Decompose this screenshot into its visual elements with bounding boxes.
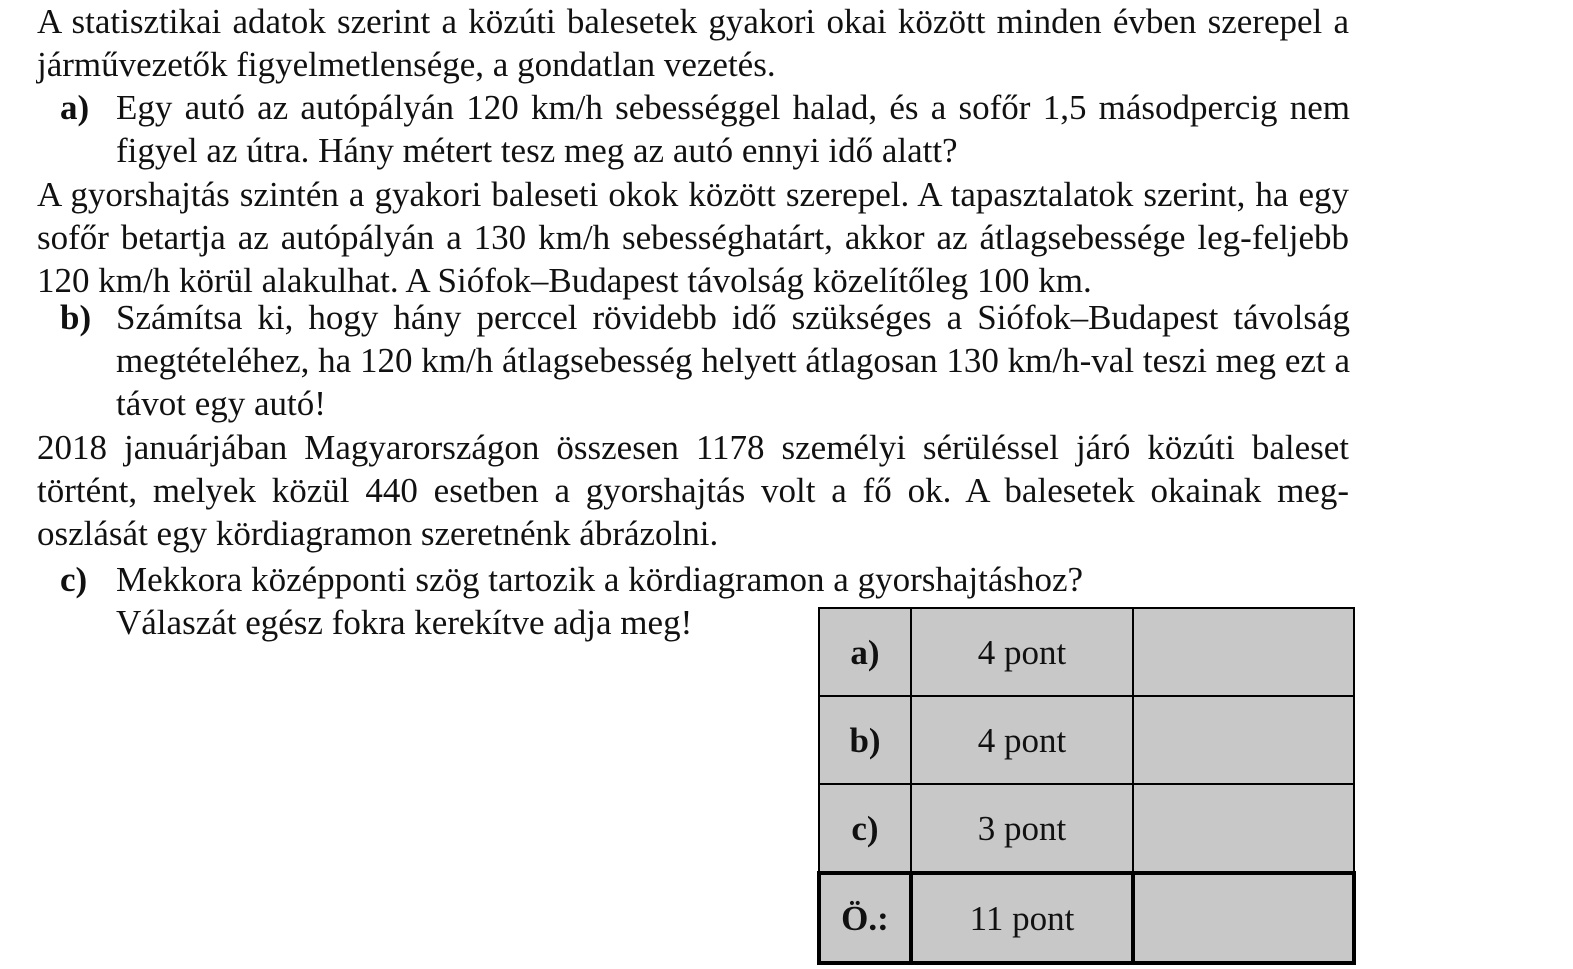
score-earned-cell — [1133, 608, 1354, 696]
score-table — [817, 607, 1356, 965]
task-a-label: a) — [60, 88, 90, 127]
score-part-label: a) — [819, 608, 911, 696]
score-part-label: c) — [819, 784, 911, 873]
score-row-total — [819, 873, 1354, 963]
score-earned-cell — [1133, 784, 1354, 873]
score-part-label: b) — [819, 696, 911, 784]
score-total-earned-cell — [1133, 873, 1354, 963]
score-total-label: Ö.: — [819, 873, 911, 963]
score-max-points: 4 pont — [911, 608, 1133, 696]
speeding-paragraph: A gyorshajtás szintén a gyakori baleseti okok között szerepel. A tapasztalatok szerint, ha egy sofőr betartja az autópályán a 130 km/h sebességhatárt, akkor az átlagsebessége leg-feljebb 120 km/h körül alakulhat. A Siófok–Budapest távolság közelítőleg 100 km. — [37, 175, 1349, 300]
task-a — [60, 86, 1350, 172]
score-max-points: 4 pont — [911, 696, 1133, 784]
stats-2018-paragraph: 2018 januárjában Magyarországon összesen 1178 személyi sérüléssel járó közúti baleset történt, melyek közül 440 esetben a gyorshajtás volt a fő ok. A balesetek okainak meg-oszlását egy kördiagramon szeretnénk ábrázolni. — [37, 428, 1349, 553]
score-row-b — [819, 696, 1354, 784]
task-c-question: Mekkora középponti szög tartozik a kördiagramon a gyorshajtáshoz? — [116, 560, 1084, 599]
score-row-c — [819, 784, 1354, 873]
intro-paragraph: A statisztikai adatok szerint a közúti balesetek gyakori okai között minden évben szerepel a járművezetők figyelmetlensége, a gondatlan vezetés. — [37, 2, 1349, 84]
score-max-points: 3 pont — [911, 784, 1133, 873]
task-c-note: Válaszát egész fokra kerekítve adja meg! — [116, 603, 693, 642]
task-b-label: b) — [60, 298, 92, 337]
task-b — [60, 296, 1350, 425]
score-row-a — [819, 608, 1354, 696]
task-a-text: Egy autó az autópályán 120 km/h sebességgel halad, és a sofőr 1,5 másodpercig nem figyel az útra. Hány métert tesz meg az autó ennyi idő alatt? — [116, 88, 1350, 170]
task-c-label: c) — [60, 560, 88, 599]
score-total-points: 11 pont — [911, 873, 1133, 963]
task-b-text: Számítsa ki, hogy hány perccel rövidebb idő szükséges a Siófok–Budapest távolság megtételéhez, ha 120 km/h átlagsebesség helyett átlagosan 130 km/h-val teszi meg ezt a távot egy autó! — [116, 298, 1350, 423]
score-earned-cell — [1133, 696, 1354, 784]
